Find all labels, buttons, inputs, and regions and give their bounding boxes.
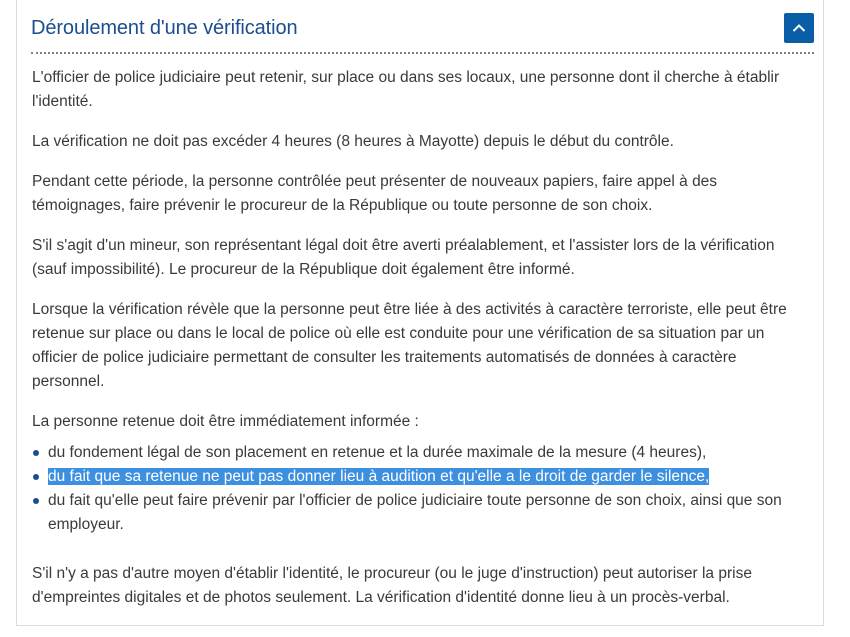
list-item	[32, 489, 812, 537]
bullet-icon	[33, 450, 39, 456]
bullet-icon	[33, 474, 39, 480]
list-item-text: du fait qu'elle peut faire prévenir par l'officier de police judiciaire toute personne de son choix, ainsi que son employeur.	[48, 492, 782, 533]
accordion-panel	[16, 0, 824, 626]
bullet-icon	[33, 498, 39, 504]
list-item-text: du fondement légal de son placement en retenue et la durée maximale de la mesure (4 heures),	[48, 444, 707, 461]
section-title: Déroulement d'une vérification	[31, 17, 298, 39]
paragraph: S'il s'agit d'un mineur, son représentant légal doit être averti préalablement, et l'assister lors de la vérification (sauf impossibilité). Le procureur de la République doit également être informé.	[32, 237, 775, 278]
paragraph: Lorsque la vérification révèle que la personne peut être liée à des activités à caractère terroriste, elle peut être retenue sur place ou dans le local de police où elle est conduite pour une vérification de sa situation par un officier de police judiciaire permettant de consulter les traitements automatisés de données à caractère personnel.	[32, 301, 787, 390]
list-item	[32, 465, 812, 489]
paragraph: La vérification ne doit pas excéder 4 heures (8 heures à Mayotte) depuis le début du contrôle.	[32, 133, 674, 150]
list-item	[32, 441, 812, 465]
paragraph: L'officier de police judiciaire peut retenir, sur place ou dans ses locaux, une personne dont il cherche à établir l'identité.	[32, 69, 780, 110]
collapse-toggle-button[interactable]	[784, 13, 814, 43]
paragraph: Pendant cette période, la personne contrôlée peut présenter de nouveaux papiers, faire appel à des témoignages, faire prévenir le procureur de la République ou toute personne de son choix.	[32, 173, 718, 214]
information-list	[32, 441, 812, 537]
accordion-header[interactable]	[31, 10, 814, 54]
selected-text[interactable]: du fait que sa retenue ne peut pas donner lieu à audition et qu'elle a le droit de garder le silence,	[48, 468, 710, 485]
chevron-up-icon	[792, 23, 806, 33]
paragraph: La personne retenue doit être immédiatement informée :	[32, 413, 419, 430]
closing-paragraph: S'il n'y a pas d'autre moyen d'établir l'identité, le procureur (ou le juge d'instruction) peut autoriser la prise d'empreintes digitales et de photos seulement. La vérification d'identité donne lieu à un procès-verbal.	[32, 565, 752, 606]
